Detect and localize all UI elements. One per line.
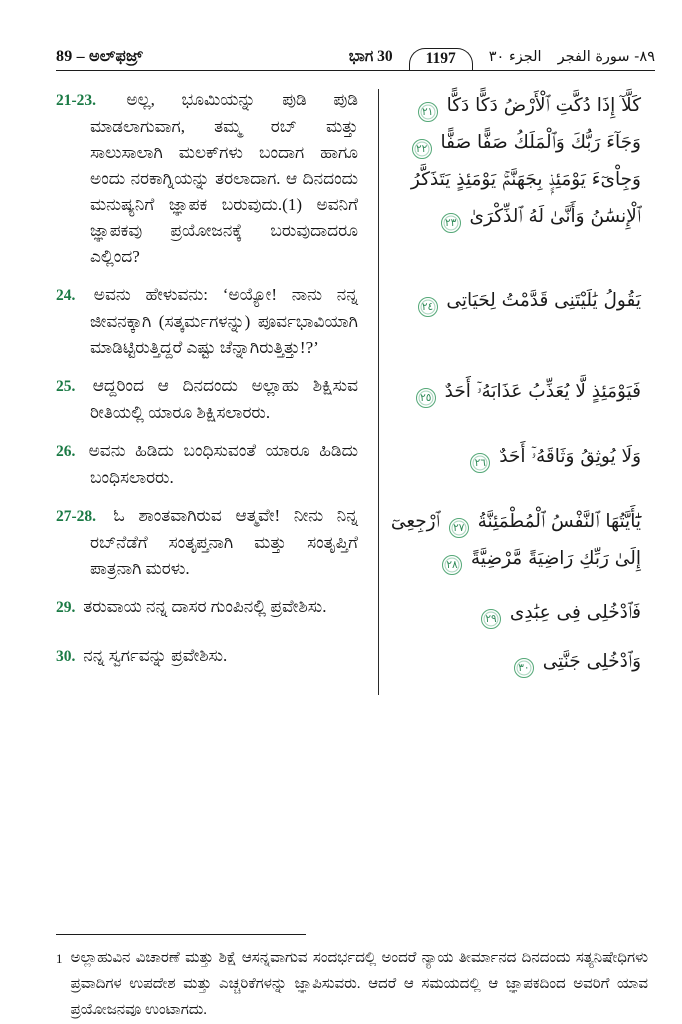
ayah-number-marker: ٢٢ — [412, 139, 432, 159]
kannada-translation-cell — [56, 643, 378, 670]
kannada-translation-cell — [56, 87, 378, 270]
surah-title-kannada: 89 – ಅಲ್‌ಫಜ್ರ್ — [56, 48, 143, 65]
arabic-verse-cell — [378, 87, 655, 235]
footnote-divider — [56, 934, 306, 935]
arabic-verse-text: يَقُولُ يَٰلَيْتَنِى قَدَّمْتُ لِحَيَاتِى — [440, 290, 641, 311]
arabic-verse-text: كَلَّآ إِذَا دُكَّتِ ٱلْأَرْضُ دَكًّا دَكًّا — [440, 95, 641, 116]
arabic-verse-cell — [378, 594, 655, 631]
kannada-translation-cell — [56, 282, 378, 361]
verses-section — [56, 87, 655, 680]
column-divider — [378, 89, 379, 695]
ayah-number-marker: ٢٧ — [449, 518, 469, 538]
kannada-translation-text: ಆದ್ದರಿಂದ ಆ ದಿನದಂದು ಅಲ್ಲಾಹು ಶಿಕ್ಷಿಸುವ ರೀತಿಯಲ್ಲಿ ಯಾರೂ ಶಿಕ್ಷಿಸಲಾರರು. — [90, 376, 358, 422]
ayah-number-marker: ٣٠ — [514, 658, 534, 678]
ayah-number-marker: ٢٩ — [481, 609, 501, 629]
verse-number: 21-23. — [56, 92, 123, 109]
arabic-verse-text: وَٱدْخُلِى جَنَّتِى — [536, 651, 641, 672]
kannada-translation-cell — [56, 594, 378, 621]
kannada-translation-text: ನನ್ನ ಸ್ವರ್ಗವನ್ನು ಪ್ರವೇಶಿಸು. — [83, 646, 228, 665]
verse-row — [56, 503, 655, 582]
arabic-verse-text: وَلَا يُوثِقُ وَثَاقَهُۥٓ أَحَدٌ — [493, 446, 641, 467]
arabic-verse-text: وَجَآءَ رَبُّكَ وَٱلْمَلَكُ صَفًّا صَفًّا — [434, 132, 641, 153]
kannada-translation-cell — [56, 503, 378, 582]
arabic-verse-text: ٱرْجِعِىٓ إِلَىٰ رَبِّكِ رَاضِيَةً مَّرْضِيَّةً — [390, 511, 641, 569]
verse-number: 24. — [56, 287, 90, 304]
verse-list — [56, 87, 655, 680]
juz-label-arabic: الجزء ٣٠ — [488, 49, 542, 65]
footnote-section — [56, 934, 648, 1023]
ayah-number-marker: ٢٥ — [416, 388, 436, 408]
verse-row — [56, 643, 655, 680]
kannada-translation-text: ಅವನು ಹೇಳುವನು: ‘ಅಯ್ಯೋ! ನಾನು ನನ್ನ ಜೀವನಕ್ಕಾಗಿ (ಸತ್ಕರ್ಮಗಳನ್ನು) ಪೂರ್ವಭಾವಿಯಾಗಿ ಮಾಡಿಟ್ಟಿರುತ್ತಿದ್ದರೆ ಎಷ್ಟು ಚೆನ್ನಾಗಿರುತ್ತಿತ್ತು!?’ — [90, 285, 358, 357]
surah-title-arabic: ٨٩- سورة الفجر — [557, 49, 655, 65]
ayah-number-marker: ٢٣ — [441, 213, 461, 233]
ayah-number-marker: ٢٤ — [418, 297, 438, 317]
arabic-verse-text: فَيَوْمَئِذٍ لَّا يُعَذِّبُ عَذَابَهُۥٓ أَحَدٌ — [438, 381, 641, 402]
kannada-translation-text: ಅವನು ಹಿಡಿದು ಬಂಧಿಸುವಂತೆ ಯಾರೂ ಹಿಡಿದು ಬಂಧಿಸಲಾರರು. — [88, 441, 359, 487]
book-page-scan — [0, 48, 682, 1024]
verse-row — [56, 87, 655, 270]
verse-number: 25. — [56, 378, 89, 395]
arabic-verse-cell — [378, 373, 655, 410]
arabic-verse-cell — [378, 503, 655, 577]
part-label-kannada: ಭಾಗ 30 — [348, 48, 393, 65]
arabic-verse-text: فَٱدْخُلِى فِى عِبَٰدِى — [503, 602, 641, 623]
verse-number: 27-28. — [56, 508, 110, 525]
verse-row — [56, 594, 655, 631]
arabic-verse-cell — [378, 643, 655, 680]
kannada-translation-text: ಓ ಶಾಂತವಾಗಿರುವ ಆತ್ಮವೇ! ನೀನು ನಿನ್ನ ರಬ್‌ನೆಡೆಗೆ ಸಂತೃಪ್ತನಾಗಿ ಮತ್ತು ಸಂತೃಪ್ತಿಗೆ ಪಾತ್ರನಾಗಿ ಮರಳು. — [90, 506, 358, 578]
kannada-translation-text: ಅಲ್ಲ, ಭೂಮಿಯನ್ನು ಪುಡಿ ಪುಡಿ ಮಾಡಲಾಗುವಾಗ, ತಮ್ಮ ರಬ್ ಮತ್ತು ಸಾಲುಸಾಲಾಗಿ ಮಲಕ್‌ಗಳು ಬಂದಾಗ ಹಾಗೂ ಅಂದು ನರಕಾಗ್ನಿಯನ್ನು ತರಲಾದಾಗ. ಆ ದಿನದಂದು ಮನುಷ್ಯನಿಗೆ ಜ್ಞಾಪಕ ಬರುವುದು.(1) ಅವನಿಗೆ ಜ್ಞಾಪಕವು ಪ್ರಯೋಜನಕ್ಕೆ ಬರುವುದಾದರೂ ಎಲ್ಲಿಂದ? — [90, 90, 358, 266]
page-number-tab: 1197 — [409, 48, 473, 70]
kannada-translation-cell — [56, 438, 378, 491]
verse-number: 30. — [56, 648, 80, 665]
ayah-number-marker: ٢٨ — [442, 555, 462, 575]
verse-row — [56, 438, 655, 491]
ayah-number-marker: ٢١ — [418, 102, 438, 122]
footnote-text: ಅಲ್ಲಾಹುವಿನ ವಿಚಾರಣೆ ಮತ್ತು ಶಿಕ್ಷೆ ಆಸನ್ನವಾಗುವ ಸಂದರ್ಭದಲ್ಲಿ ಅಂದರೆ ನ್ಯಾಯ ತೀರ್ಮಾನದ ದಿನದಂದು ಸತ್ಯನಿಷೇಧಿಗಳು ಪ್ರವಾದಿಗಳ ಉಪದೇಶ ಮತ್ತು ಎಚ್ಚರಿಕೆಗಳನ್ನು ಜ್ಞಾಪಿಸುವರು. ಆದರೆ ಆ ಸಮಯದಲ್ಲಿ ಆ ಜ್ಞಾಪಕದಿಂದ ಅವರಿಗೆ ಯಾವ ಪ್ರಯೋಜನವೂ ಉಂಟಾಗದು. — [70, 950, 648, 1018]
kannada-translation-text: ತರುವಾಯ ನನ್ನ ದಾಸರ ಗುಂಪಿನಲ್ಲಿ ಪ್ರವೇಶಿಸು. — [83, 597, 327, 616]
verse-number: 29. — [56, 599, 80, 616]
kannada-translation-cell — [56, 373, 378, 426]
ayah-number-marker: ٢٦ — [470, 453, 490, 473]
verse-row — [56, 373, 655, 426]
verse-number: 26. — [56, 443, 85, 460]
footnote-marker: 1 — [56, 951, 63, 966]
arabic-verse-cell — [378, 438, 655, 475]
arabic-verse-cell — [378, 282, 655, 319]
verse-row — [56, 282, 655, 361]
page-header — [56, 48, 655, 71]
arabic-verse-text: وَجِاْىٓءَ يَوْمَئِذٍۭ بِجَهَنَّمَۚ يَوْمَئِذٍ يَتَذَكَّرُ ٱلْإِنسَٰنُ وَأَنَّىٰ لَهُ ٱلذِّكْرَىٰ — [410, 169, 641, 227]
arabic-verse-text: يَٰٓأَيَّتُهَا ٱلنَّفْسُ ٱلْمُطْمَئِنَّةُ — [471, 511, 641, 532]
